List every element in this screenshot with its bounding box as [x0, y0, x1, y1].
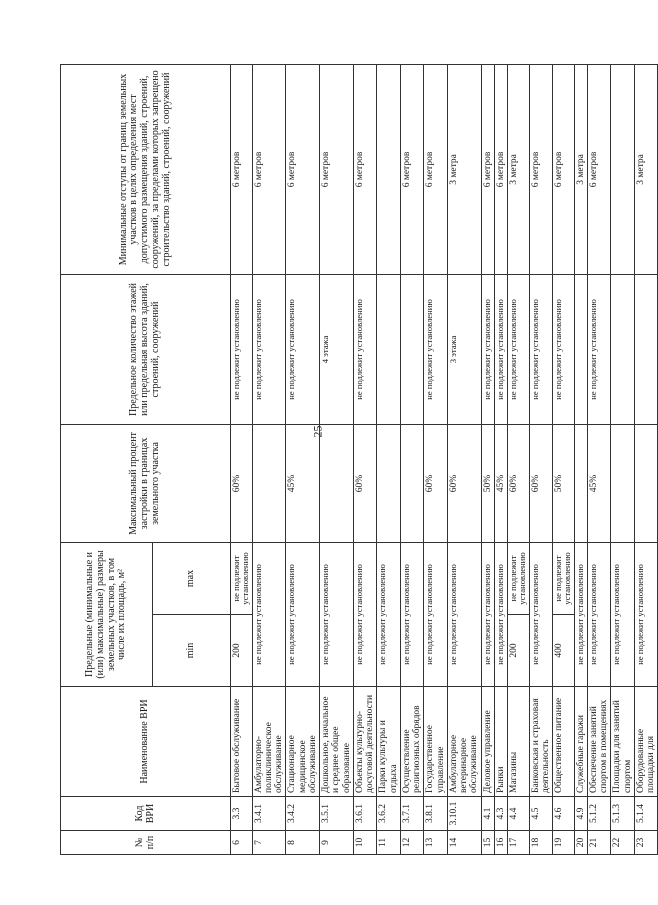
cell-build-percent: [252, 424, 286, 542]
table-row: [529, 64, 553, 854]
cell-floors: не подлежит установлению: [508, 274, 530, 424]
header-floors: Предельное количество этажей или предельная высота зданий, строений, сооружений: [61, 274, 231, 424]
cell-code: 3.3: [231, 797, 253, 831]
cell-build-percent: 60%: [353, 424, 377, 542]
cell-num: 20: [574, 831, 587, 855]
cell-code: 4.5: [529, 797, 553, 831]
cell-code: 4.9: [574, 797, 587, 831]
cell-num: 19: [553, 831, 575, 855]
cell-size-minmax: не подлежит установлению: [634, 542, 658, 686]
cell-size-minmax: не подлежит установлению: [574, 542, 587, 686]
cell-setback: 6 метров: [286, 64, 320, 274]
cell-size-minmax: не подлежит установлению: [252, 542, 286, 686]
table-row: [320, 64, 354, 854]
cell-build-percent: [320, 424, 354, 542]
cell-name: Амбулаторно-поликлиническое обслуживание: [252, 687, 286, 797]
cell-num: 22: [611, 831, 635, 855]
cell-code: 3.4.1: [252, 797, 286, 831]
table-row: [353, 64, 377, 854]
cell-build-percent: [611, 424, 635, 542]
cell-size-max: не подлежит установлению: [508, 542, 530, 614]
cell-num: 9: [320, 831, 354, 855]
zoning-parameters-table: [60, 64, 658, 855]
cell-setback: 6 метров: [353, 64, 377, 274]
cell-setback: [611, 64, 635, 274]
cell-build-percent: 60%: [529, 424, 553, 542]
cell-name: Обеспечение занятий спортом в помещениях: [587, 687, 611, 797]
cell-name: Бытовое обслуживание: [231, 687, 253, 797]
cell-build-percent: 50%: [553, 424, 575, 542]
cell-setback: 3 метра: [508, 64, 530, 274]
cell-floors: не подлежит установлению: [587, 274, 611, 424]
cell-code: 4.1: [481, 797, 494, 831]
cell-setback: [377, 64, 401, 274]
table-row: [634, 64, 658, 854]
cell-name: Государственное управление: [424, 687, 448, 797]
cell-floors: не подлежит установлению: [424, 274, 448, 424]
header-num: № п/п: [61, 831, 231, 855]
cell-code: 3.6.1: [353, 797, 377, 831]
cell-floors: [574, 274, 587, 424]
header-min: min: [153, 615, 231, 687]
cell-floors: не подлежит установлению: [481, 274, 494, 424]
cell-code: 5.1.3: [611, 797, 635, 831]
cell-setback: 6 метров: [252, 64, 286, 274]
cell-size-minmax: не подлежит установлению: [400, 542, 424, 686]
cell-floors: не подлежит установлению: [494, 274, 507, 424]
cell-name: Площадки для занятий спортом: [611, 687, 635, 797]
cell-floors: не подлежит установлению: [252, 274, 286, 424]
header-code: Код ВРИ: [61, 797, 231, 831]
table-body: [231, 64, 658, 854]
cell-setback: 6 метров: [320, 64, 354, 274]
cell-code: 3.4.2: [286, 797, 320, 831]
cell-size-minmax: не подлежит установлению: [320, 542, 354, 686]
cell-code: 4.3: [494, 797, 507, 831]
cell-code: 3.6.2: [377, 797, 401, 831]
cell-floors: [611, 274, 635, 424]
cell-name: Амбулаторное ветеринарное обслуживание: [447, 687, 481, 797]
cell-setback: 6 метров: [494, 64, 507, 274]
cell-floors: не подлежит установлению: [353, 274, 377, 424]
cell-name: Оборудованные площадки для: [634, 687, 658, 797]
cell-name: Стационарное медицинское обслуживание: [286, 687, 320, 797]
cell-num: 13: [424, 831, 448, 855]
cell-setback: 6 метров: [231, 64, 253, 274]
cell-code: 3.5.1: [320, 797, 354, 831]
cell-floors: [634, 274, 658, 424]
cell-num: 6: [231, 831, 253, 855]
cell-setback: 3 метра: [574, 64, 587, 274]
cell-size-minmax: не подлежит установлению: [529, 542, 553, 686]
cell-size-minmax: не подлежит установлению: [481, 542, 494, 686]
table-row: [400, 64, 424, 854]
cell-num: 7: [252, 831, 286, 855]
cell-build-percent: 45%: [286, 424, 320, 542]
cell-code: 5.1.4: [634, 797, 658, 831]
cell-size-min: 400: [553, 615, 575, 687]
page-number: 25: [310, 425, 325, 438]
header-max: max: [153, 542, 231, 614]
cell-build-percent: [377, 424, 401, 542]
table-row: [377, 64, 401, 854]
cell-setback: 3 метра: [634, 64, 658, 274]
cell-num: 23: [634, 831, 658, 855]
cell-floors: [377, 274, 401, 424]
cell-build-percent: 45%: [494, 424, 507, 542]
cell-size-minmax: не подлежит установлению: [286, 542, 320, 686]
cell-size-max: не подлежит установлению: [231, 542, 253, 614]
cell-size-minmax: не подлежит установлению: [424, 542, 448, 686]
cell-setback: 6 метров: [529, 64, 553, 274]
rotated-table-container: [60, 65, 657, 855]
cell-num: 11: [377, 831, 401, 855]
cell-size-min: 200: [508, 615, 530, 687]
cell-size-max: не подлежит установлению: [553, 542, 575, 614]
cell-build-percent: 60%: [447, 424, 481, 542]
cell-num: 15: [481, 831, 494, 855]
cell-num: 14: [447, 831, 481, 855]
cell-floors: не подлежит установлению: [286, 274, 320, 424]
cell-setback: 6 метров: [400, 64, 424, 274]
cell-build-percent: [634, 424, 658, 542]
cell-name: Дошкольное, начальное и среднее общее образование: [320, 687, 354, 797]
table-row: [494, 64, 507, 854]
cell-code: 3.7.1: [400, 797, 424, 831]
cell-size-minmax: не подлежит установлению: [587, 542, 611, 686]
table-row: [611, 64, 635, 854]
table-row: [286, 64, 320, 854]
header-name: Наименование ВРИ: [61, 687, 231, 797]
cell-size-minmax: не подлежит установлению: [611, 542, 635, 686]
cell-name: Парки культуры и отдыха: [377, 687, 401, 797]
cell-build-percent: [400, 424, 424, 542]
cell-build-percent: 50%: [481, 424, 494, 542]
cell-name: Банковская и страховая деятельность: [529, 687, 553, 797]
cell-build-percent: 60%: [508, 424, 530, 542]
cell-num: 16: [494, 831, 507, 855]
cell-num: 8: [286, 831, 320, 855]
cell-size-minmax: не подлежит установлению: [447, 542, 481, 686]
cell-num: 21: [587, 831, 611, 855]
table-row: [508, 64, 530, 854]
cell-setback: 6 метров: [587, 64, 611, 274]
table-row: [252, 64, 286, 854]
table-row: [553, 64, 575, 854]
header-size-group: Предельные (минимальные и (или) максимальные) размеры земельных участков, в том числе их площадь, м²: [61, 542, 153, 686]
header-build-percent: Максимальный процент застройки в границах земельного участка: [61, 424, 231, 542]
cell-num: 17: [508, 831, 530, 855]
cell-code: 3.8.1: [424, 797, 448, 831]
cell-name: Рынки: [494, 687, 507, 797]
cell-name: Деловое управление: [481, 687, 494, 797]
table-row: [481, 64, 494, 854]
table-row: [231, 64, 253, 854]
cell-setback: 3 метра: [447, 64, 481, 274]
cell-name: Магазины: [508, 687, 530, 797]
cell-build-percent: 60%: [424, 424, 448, 542]
cell-name: Общественное питание: [553, 687, 575, 797]
cell-name: Служебные гаражи: [574, 687, 587, 797]
cell-floors: 3 этажа: [447, 274, 481, 424]
cell-floors: не подлежит установлению: [529, 274, 553, 424]
cell-floors: не подлежит установлению: [553, 274, 575, 424]
cell-floors: 4 этажа: [320, 274, 354, 424]
header-setback: Минимальные отступы от границ земельных участков в целях определения мест допустимого размещения зданий, строений, сооружений, за пределами которых запрещено строительство зданий, строений, сооружений: [61, 64, 231, 274]
cell-num: 18: [529, 831, 553, 855]
table-row: [424, 64, 448, 854]
cell-code: 3.10.1: [447, 797, 481, 831]
cell-setback: 6 метров: [481, 64, 494, 274]
cell-code: 4.4: [508, 797, 530, 831]
cell-setback: 6 метров: [424, 64, 448, 274]
cell-setback: 6 метров: [553, 64, 575, 274]
table-row: [574, 64, 587, 854]
table-row: [587, 64, 611, 854]
cell-size-minmax: не подлежит установлению: [353, 542, 377, 686]
cell-floors: [400, 274, 424, 424]
cell-floors: не подлежит установлению: [231, 274, 253, 424]
cell-code: 5.1.2: [587, 797, 611, 831]
cell-code: 4.6: [553, 797, 575, 831]
cell-size-minmax: не подлежит установлению: [494, 542, 507, 686]
cell-size-minmax: не подлежит установлению: [377, 542, 401, 686]
cell-build-percent: 45%: [587, 424, 611, 542]
table-row: [447, 64, 481, 854]
cell-size-min: 200: [231, 615, 253, 687]
cell-name: Объекты культурно-досуговой деятельности: [353, 687, 377, 797]
cell-name: Осуществление религиозных обрядов: [400, 687, 424, 797]
cell-num: 12: [400, 831, 424, 855]
cell-num: 10: [353, 831, 377, 855]
cell-build-percent: 60%: [231, 424, 253, 542]
cell-build-percent: [574, 424, 587, 542]
